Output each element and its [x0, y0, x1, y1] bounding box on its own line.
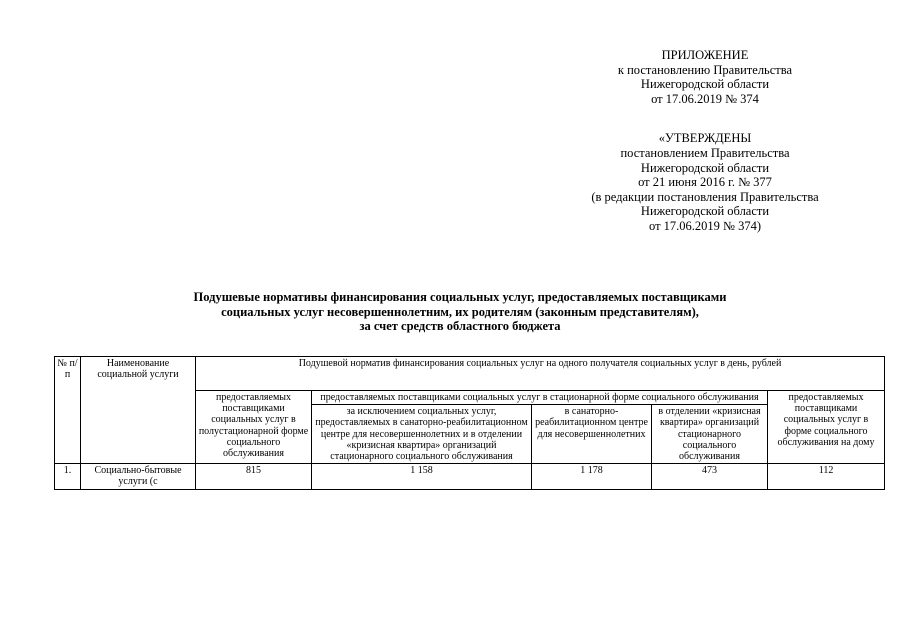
header-norm: Подушевой норматив финансирования социальных услуг на одного получателя социальных услуг в день, рублей	[196, 357, 885, 391]
header-number: № п/п	[55, 357, 81, 464]
title-line: Подушевые нормативы финансирования социальных услуг, предоставляемых поставщиками	[193, 290, 727, 304]
row-value-semi: 815	[196, 464, 312, 490]
annex-line: Нижегородской области	[640, 77, 770, 92]
approved-line: Нижегородской области	[640, 160, 770, 175]
document-title	[110, 290, 810, 334]
row-value-excluding: 1 158	[312, 464, 532, 490]
header-excluding: за исключением социальных услуг, предоставляемых в санаторно-реабилитационном центре для несовершеннолетних и в отделении «кризисная квартира» организаций стационарного социального обслуживания	[312, 405, 532, 464]
approved-line: от 21 июня 2016 г. № 377	[638, 175, 772, 190]
norms-table	[54, 356, 885, 490]
header-sanatorium: в санаторно-реабилитационном центре для несовершеннолетних	[532, 405, 652, 464]
row-value-sanatorium: 1 178	[532, 464, 652, 490]
approved-line: от 17.06.2019 № 374)	[648, 218, 761, 233]
header-home: предоставляемых поставщиками социальных услуг в форме социального обслуживания на дому	[768, 391, 885, 464]
table-row	[55, 464, 885, 490]
annex-line: к постановлению Правительства	[617, 62, 793, 77]
header-row	[55, 357, 885, 391]
row-number: 1.	[55, 464, 81, 490]
title-line: социальных услуг несовершеннолетним, их родителям (законным представителям),	[221, 304, 699, 319]
header-stationary: предоставляемых поставщиками социальных услуг в стационарной форме социального обслуживания	[312, 391, 768, 405]
row-value-crisis: 473	[652, 464, 768, 490]
header-crisis-apartment: в отделении «кризисная квартира» организаций стационарного социального обслуживания	[652, 405, 768, 464]
annex-header	[540, 48, 870, 234]
approved-line: Нижегородской области	[640, 204, 770, 219]
service-name-text: Социально-бытовые услуги (с	[94, 465, 182, 488]
row-service-name	[81, 464, 196, 490]
annex-title: ПРИЛОЖЕНИЕ	[661, 48, 749, 62]
approved-line: (в редакции постановления Правительства	[591, 189, 819, 204]
approved-title: «УТВЕРЖДЕНЫ	[658, 131, 752, 146]
title-line: за счет средств областного бюджета	[359, 319, 561, 334]
annex-line: от 17.06.2019 № 374	[651, 91, 759, 106]
header-semi-stationary: предоставляемых поставщиками социальных услуг в полустационарной форме социального обслуживания	[196, 391, 312, 464]
approved-line: постановлением Правительства	[620, 145, 790, 160]
row-value-home: 112	[768, 464, 885, 490]
header-service-name: Наименование социальной услуги	[81, 357, 196, 464]
